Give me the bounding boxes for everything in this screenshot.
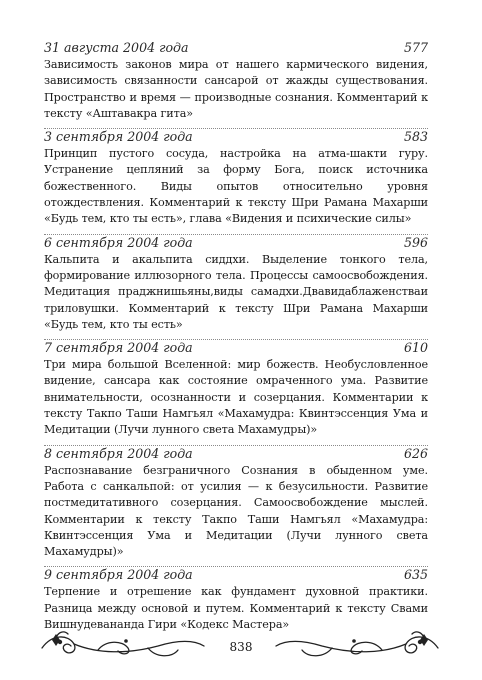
entry-description: Принцип пустого сосуда, настройка на атма-шакти гуру. Устранение цепляний за форму Бога, поиск источника божественного. Виды опытов относительно уровня отождествления. Комментарий к тексту Шри Рамана Махарши «Будь тем, кто ты есть», глава «Видения и психические силы» [44,147,428,226]
toc-entry [44,235,428,339]
entry-description: Терпение и отрешение как фундамент духовной практики. Разница между основой и путем. Комментарий к тексту Свами Вишнудевананда Гири «Кодекс Мастера» [44,585,428,632]
toc-entry [44,446,428,567]
entry-header [44,340,428,355]
entry-page-number: 583 [403,129,428,145]
entry-header [44,446,428,461]
toc-page [44,40,428,639]
entry-page-number: 577 [403,40,428,55]
entry-date: 8 сентября 2004 года [44,445,193,461]
entry-header [44,40,428,55]
entry-description: Зависимость законов мира от нашего кармического видения, зависимость связанности сансарой от жажды существования. Пространство и время — производные сознания. Комментарий к тексту «Аштавакра гита» [44,58,428,120]
entry-page-number: 596 [403,234,428,250]
toc-entry [44,129,428,233]
entry-page-number: 626 [403,445,428,461]
entry-date: 31 августа 2004 года [44,40,189,55]
entry-header [44,567,428,582]
toc-entry [44,340,428,444]
page-number: 838 [229,640,253,654]
entry-page-number: 635 [403,567,428,583]
toc-entry [44,40,428,128]
entry-description: Кальпита и акальпита сиддхи. Выделение тонкого тела, формирование иллюзорного тела. Процессы самоосвобождения. Медитация праджнишьяны,виды самадхи.Двавидаблаженстваи триловушки. Комментарий к тексту Шри Рамана Махарши «Будь тем, кто ты есть» [44,252,428,331]
entry-header [44,235,428,250]
page-footer [0,628,482,664]
entry-page-number: 610 [403,340,428,356]
entry-description: Распознавание безграничного Сознания в обыденном уме. Работа с санкальпой: от усилия — к безусильности. Развитие постмедитативного созерцания. Самоосвобождение мыслей. Комментарии к тексту Такпо Таши Намгьял «Махамудра: Квинтэссенция Ума и Медитации (Лучи лунного света Махамудры)» [44,463,428,559]
scroll-ornament-right-icon [272,628,442,660]
entry-description: Три мира большой Вселенной: мир божеств. Необусловленное видение, сансара как состояние омраченного ума. Развитие внимательности, осознанности и созерцания. Комментарии к тексту Такпо Таши Намгьял «Махамудра: Квинтэссенция Ума и Медитации (Лучи лунного света Махамудры)» [44,358,428,437]
entry-header [44,129,428,144]
entry-date: 6 сентября 2004 года [44,234,193,250]
entry-date: 3 сентября 2004 года [44,129,193,145]
entry-date: 7 сентября 2004 года [44,340,193,356]
entry-date: 9 сентября 2004 года [44,567,193,583]
